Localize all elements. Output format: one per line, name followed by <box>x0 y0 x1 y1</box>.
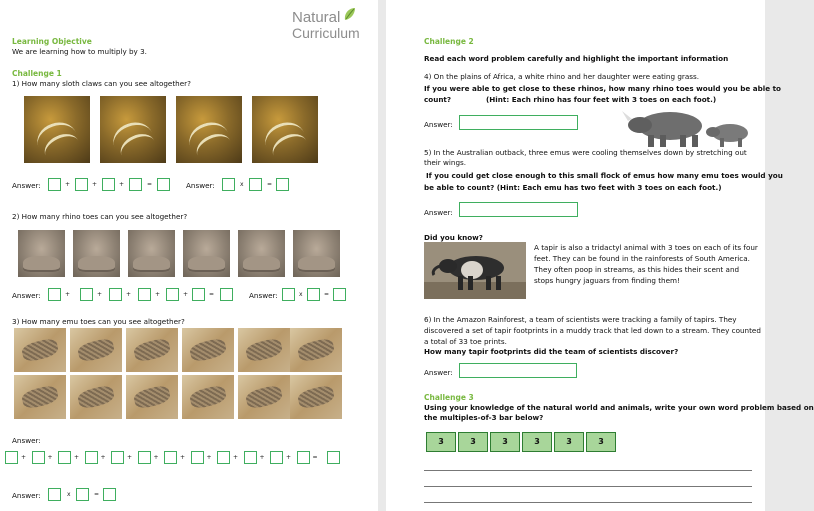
did-you-know-heading: Did you know? <box>424 233 483 242</box>
emu-foot-photo-9 <box>126 375 178 419</box>
rhino-foot-photo-3 <box>128 230 175 277</box>
equals-sign: = <box>324 291 330 298</box>
plus-sign: + <box>206 454 212 461</box>
question-4-line-3a: count? <box>424 95 452 104</box>
answer-label: Answer: <box>12 181 41 190</box>
challenge-2-heading: Challenge 2 <box>424 37 474 46</box>
emu-foot-photo-3 <box>126 328 178 372</box>
addend-box[interactable] <box>80 288 93 301</box>
addend-box[interactable] <box>297 451 310 464</box>
bar-cell: 3 <box>586 432 616 452</box>
factor-box[interactable] <box>222 178 235 191</box>
answer-label: Answer: <box>424 368 453 377</box>
question-3: 3) How many emu toes can you see altogether? <box>12 317 185 326</box>
product-box[interactable] <box>103 488 116 501</box>
answer-label: Answer: <box>12 291 41 300</box>
addend-box[interactable] <box>58 451 71 464</box>
bar-cell: 3 <box>490 432 520 452</box>
answer-label: Answer: <box>424 120 453 129</box>
emu-foot-photo-12 <box>290 375 342 419</box>
answer-input-q5[interactable] <box>459 202 578 217</box>
emu-foot-photo-7 <box>14 375 66 419</box>
addend-box[interactable] <box>5 451 18 464</box>
rhino-foot-photo-1 <box>18 230 65 277</box>
question-5-line-1: 5) In the Australian outback, three emus were cooling themselves down by stretching out <box>424 148 747 157</box>
emu-foot-photo-10 <box>182 375 234 419</box>
bar-cell: 3 <box>522 432 552 452</box>
addend-box[interactable] <box>244 451 257 464</box>
addend-box[interactable] <box>48 178 61 191</box>
sloth-claws-photo-3 <box>176 96 242 163</box>
tapir-fact: A tapir is also a tridactyl animal with 3 toes on each of its four feet. They can be found in the rainforests of South America. They often poop in streams, as this hides their scent and stops hungry jaguars from finding them! <box>534 243 758 285</box>
plus-sign: + <box>74 454 80 461</box>
question-5-line-2: their wings. <box>424 158 467 167</box>
emu-foot-photo-4 <box>182 328 234 372</box>
addend-box[interactable] <box>191 451 204 464</box>
addend-box[interactable] <box>111 451 124 464</box>
product-box[interactable] <box>276 178 289 191</box>
plus-sign: + <box>92 181 98 188</box>
factor-box[interactable] <box>307 288 320 301</box>
addend-box[interactable] <box>217 451 230 464</box>
addend-box[interactable] <box>270 451 283 464</box>
equals-sign: = <box>312 454 318 461</box>
question-6-line-2: discovered a set of tapir footprints in a muddy track that led down to a stream. They counted <box>424 326 761 335</box>
addend-box[interactable] <box>192 288 205 301</box>
question-1: 1) How many sloth claws can you see altogether? <box>12 79 191 88</box>
writing-line-2[interactable] <box>424 486 752 487</box>
sloth-claws-photo-4 <box>252 96 318 163</box>
addend-box[interactable] <box>48 288 61 301</box>
plus-sign: + <box>21 454 27 461</box>
answer-input-q4[interactable] <box>459 115 578 130</box>
answer-input-q6[interactable] <box>459 363 577 378</box>
rhino-foot-photo-4 <box>183 230 230 277</box>
writing-line-1[interactable] <box>424 470 752 471</box>
equals-sign: = <box>267 181 273 188</box>
sloth-claws-photo-2 <box>100 96 166 163</box>
plus-sign: + <box>119 181 125 188</box>
rhinos-illustration <box>622 103 760 149</box>
logo-text-line1: Natural <box>292 9 341 26</box>
bar-cell: 3 <box>426 432 456 452</box>
emu-foot-photo-2 <box>70 328 122 372</box>
equals-sign: = <box>147 181 153 188</box>
plus-sign: + <box>180 454 186 461</box>
leaf-swirl-icon <box>342 6 358 24</box>
objective-text: We are learning how to multiply by 3. <box>12 47 147 56</box>
rhino-foot-photo-5 <box>238 230 285 277</box>
question-6-line-1: 6) In the Amazon Rainforest, a team of scientists were tracking a family of tapirs. They <box>424 315 737 324</box>
times-sign: x <box>299 291 303 298</box>
addend-box[interactable] <box>138 288 151 301</box>
plus-sign: + <box>126 291 132 298</box>
challenge-1-heading: Challenge 1 <box>12 69 62 78</box>
answer-label: Answer: <box>186 181 215 190</box>
addend-box[interactable] <box>85 451 98 464</box>
natural-curriculum-logo <box>292 6 372 42</box>
challenge-3-heading: Challenge 3 <box>424 393 474 402</box>
objective-heading: Learning Objective <box>12 37 92 46</box>
factor-box[interactable] <box>282 288 295 301</box>
addend-box[interactable] <box>129 178 142 191</box>
equals-sign: = <box>94 491 100 498</box>
emu-foot-photo-1 <box>14 328 66 372</box>
emu-foot-photo-6 <box>290 328 342 372</box>
answer-label: Answer: <box>12 491 41 500</box>
factor-box[interactable] <box>48 488 61 501</box>
answer-label: Answer: <box>12 436 41 445</box>
product-box[interactable] <box>333 288 346 301</box>
plus-sign: + <box>259 454 265 461</box>
addend-box[interactable] <box>138 451 151 464</box>
times-sign: x <box>67 491 71 498</box>
emu-addition-row <box>0 451 378 465</box>
plus-sign: + <box>97 291 103 298</box>
rhino-foot-photo-6 <box>293 230 340 277</box>
factor-box[interactable] <box>249 178 262 191</box>
addend-box[interactable] <box>32 451 45 464</box>
writing-line-3[interactable] <box>424 502 752 503</box>
addend-box[interactable] <box>166 288 179 301</box>
total-box[interactable] <box>220 288 233 301</box>
emu-foot-photo-5 <box>238 328 290 372</box>
plus-sign: + <box>233 454 239 461</box>
challenge-3-line-1: Using your knowledge of the natural world and animals, write your own word problem based on <box>424 403 814 412</box>
addend-box[interactable] <box>164 451 177 464</box>
addend-box[interactable] <box>75 178 88 191</box>
multiples-of-3-bar <box>426 432 622 452</box>
times-sign: x <box>240 181 244 188</box>
addend-box[interactable] <box>109 288 122 301</box>
equals-sign: = <box>209 291 215 298</box>
question-6-line-4: How many tapir footprints did the team of scientists discover? <box>424 347 679 356</box>
worksheet-page-right <box>386 0 814 511</box>
question-5-line-3: If you could get close enough to this small flock of emus how many emu toes would you <box>426 171 783 180</box>
addend-box[interactable] <box>102 178 115 191</box>
logo-text-line2: Curriculum <box>292 25 360 41</box>
question-2: 2) How many rhino toes can you see altogether? <box>12 212 188 221</box>
sloth-claws-photo-1 <box>24 96 90 163</box>
question-4-line-2: If you were able to get close to these rhinos, how many rhino toes would you be able to <box>424 84 781 93</box>
total-box[interactable] <box>157 178 170 191</box>
plus-sign: + <box>65 181 71 188</box>
plus-sign: + <box>65 291 71 298</box>
plus-sign: + <box>153 454 159 461</box>
rhino-foot-photo-2 <box>73 230 120 277</box>
emu-foot-photo-11 <box>238 375 290 419</box>
question-6-line-3: a total of 33 toe prints. <box>424 337 507 346</box>
tapir-photo <box>424 242 526 299</box>
plus-sign: + <box>127 454 133 461</box>
answer-label: Answer: <box>424 208 453 217</box>
question-4-line-1: 4) On the plains of Africa, a white rhino and her daughter were eating grass. <box>424 72 700 81</box>
bar-cell: 3 <box>554 432 584 452</box>
plus-sign: + <box>100 454 106 461</box>
worksheet-page-left <box>0 0 378 511</box>
total-box[interactable] <box>327 451 340 464</box>
question-4-hint: (Hint: Each rhino has four feet with 3 toes on each foot.) <box>486 95 717 104</box>
answer-label: Answer: <box>249 291 278 300</box>
challenge-3-line-2: the multiples-of-3 bar below? <box>424 413 544 422</box>
factor-box[interactable] <box>76 488 89 501</box>
plus-sign: + <box>47 454 53 461</box>
emu-foot-photo-8 <box>70 375 122 419</box>
question-5-line-4: be able to count? (Hint: Each emu has two feet with 3 toes on each foot.) <box>424 183 722 192</box>
bar-cell: 3 <box>458 432 488 452</box>
challenge-2-instruction: Read each word problem carefully and highlight the important information <box>424 54 729 63</box>
plus-sign: + <box>286 454 292 461</box>
plus-sign: + <box>155 291 161 298</box>
plus-sign: + <box>183 291 189 298</box>
